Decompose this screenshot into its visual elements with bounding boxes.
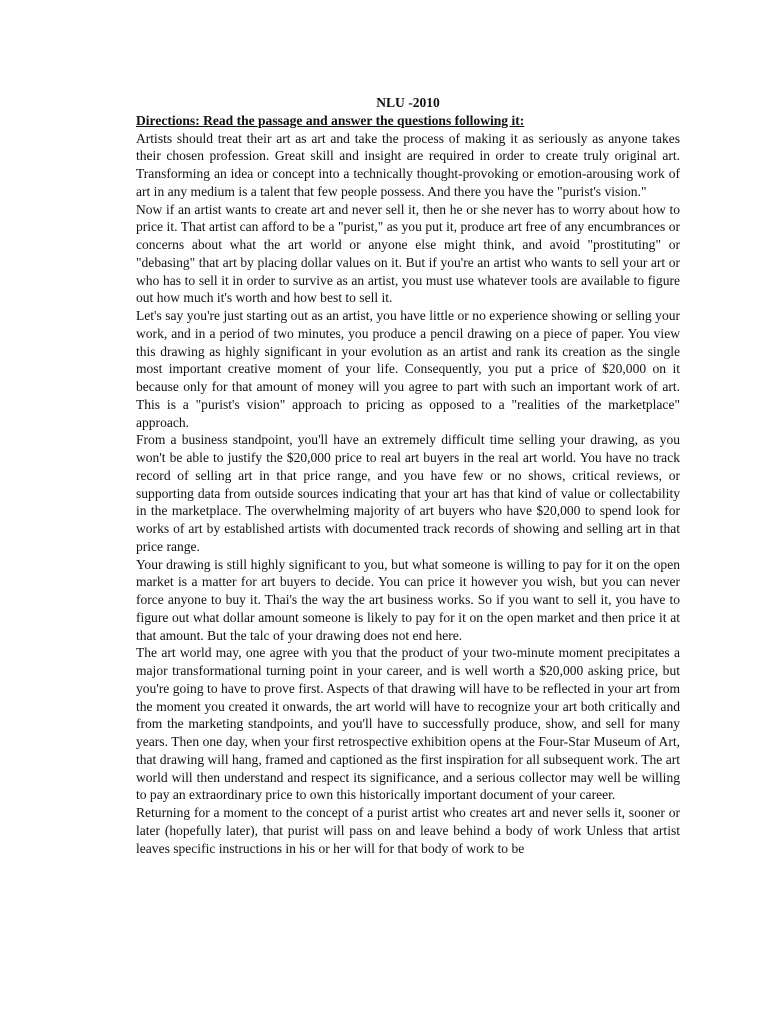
passage-paragraph-5: Your drawing is still highly significant to you, but what someone is willing to pay for it on the open market is a matter for art buyers to decide. You can price it however you wish, but you can never force anyone to buy it. Thai's the way the art business works. So if you want to sell it, you have to figure out what dollar amount someone is likely to pay for it on the open market and then price it at that amount. But the talc of your drawing does not end here.: [136, 556, 680, 643]
passage-paragraph-4: From a business standpoint, you'll have an extremely difficult time selling your drawing, as you won't be able to justify the $20,000 price to real art buyers in the real art world. You have no track record of selling art in that price range, and you have few or no shows, critical reviews, or supporting data from outside sources indicating that your art has that kind of value or collectability in the marketplace. The overwhelming majority of art buyers who have $20,000 to spend look for works of art by established artists with documented track records of showing and selling art in that price range.: [136, 432, 680, 554]
document-body: [136, 94, 680, 857]
passage-paragraph-1: Artists should treat their art as art and take the process of making it as seriously as anyone takes their chosen profession. Great skill and insight are required in order to create truly original art. Transforming an idea or concept into a technically thought-provoking or emotion-arousing work of art in any medium is a talent that few people possess. And there you have the "purist's vision.": [136, 130, 680, 199]
document-title: NLU -2010: [376, 95, 440, 110]
directions-heading: Directions: Read the passage and answer the questions following it:: [136, 112, 525, 128]
passage-paragraph-2: Now if an artist wants to create art and never sell it, then he or she never has to worry about how to price it. That artist can afford to be a "purist," as you put it, produce art free of any encumbrances or concerns about what the art world or anyone else might think, and avoid "prostituting" or "debasing" that art by placing dollar values on it. But if you're an artist who wants to sell your art or who has to sell it in order to survive as an artist, you must use whatever tools are available to figure out how much it's worth and how best to sell it.: [136, 201, 680, 306]
passage-paragraph-7: Returning for a moment to the concept of a purist artist who creates art and never sells it, sooner or later (hopefully later), that purist will pass on and leave behind a body of work Unless that artist leaves specific instructions in his or her will for that body of work to be: [136, 805, 680, 856]
passage-paragraph-6: The art world may, one agree with you that the product of your two-minute moment precipitates a major transformational turning point in your career, and is well worth a $20,000 asking price, but you're going to have to prove first. Aspects of that drawing will have to be reflected in your art from the moment you created it onwards, the art world will have to recognize your art both critically and from the marketing standpoints, and you'll have to successfully produce, show, and sell for many years. Then one day, when your first retrospective exhibition opens at the Four-Star Museum of Art, that drawing will hang, framed and captioned as the first inspiration for all subsequent work. The art world will then understand and respect its significance, and a serious collector may well be willing to pay an extraordinary price to own this historically important document of your career.: [136, 645, 680, 803]
passage-paragraph-3: Let's say you're just starting out as an artist, you have little or no experience showing or selling your work, and in a period of two minutes, you produce a pencil drawing on a piece of paper. You view this drawing as highly significant in your evolution as an artist and rank its creation as the single most important creative moment of your life. Consequently, you put a price of $20,000 on it because only for that amount of money will you agree to part with such an important work of art. This is a "purist's vision" approach to pricing as opposed to a "realities of the marketplace" approach.: [136, 308, 680, 430]
